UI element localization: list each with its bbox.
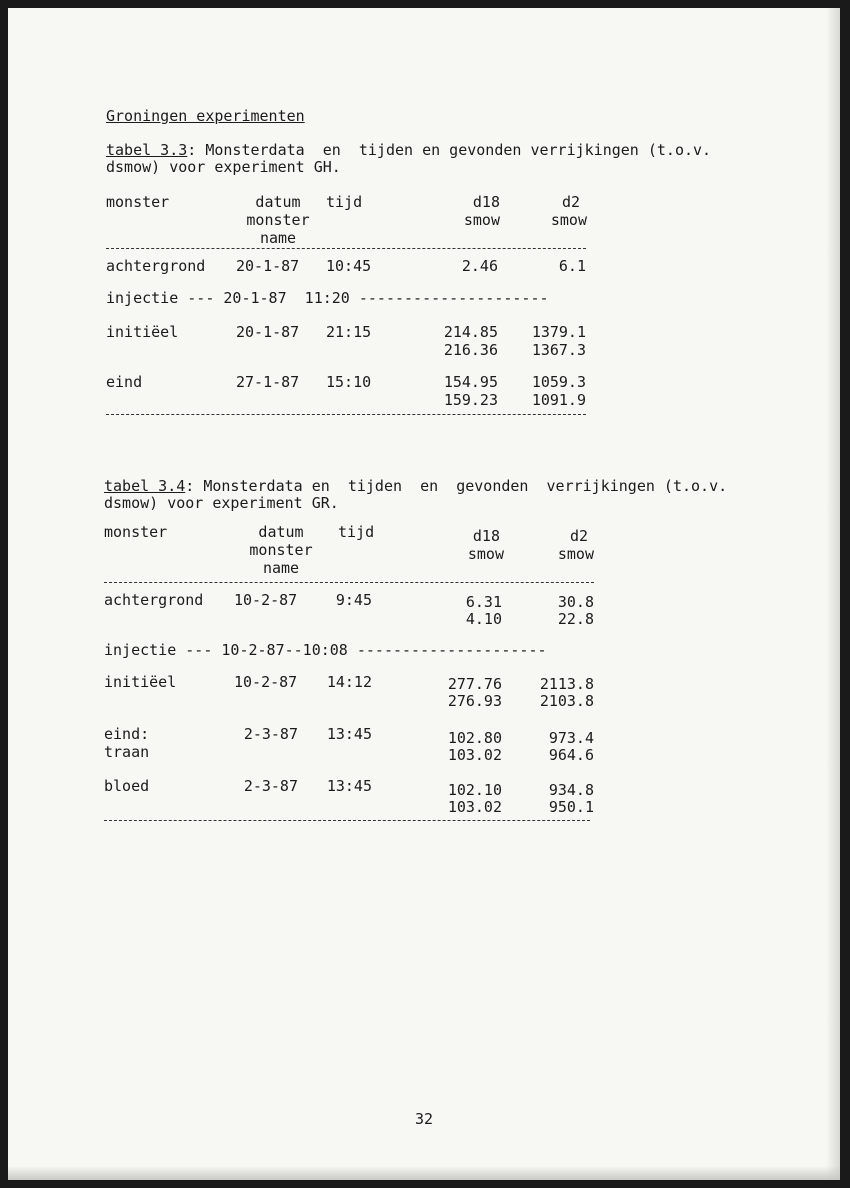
table-3-3-caption-ref: tabel 3.3 <box>106 141 188 159</box>
table-row: initiëel <box>106 323 179 341</box>
table-3-3-caption-text: : Monsterdata en tijden en gevonden verrijkingen (t.o.v. <box>187 141 712 159</box>
table-cell-d18: 2.46 <box>461 257 498 275</box>
table-row: achtergrond <box>106 257 206 275</box>
table-cell-d18: 214.85 <box>443 323 498 341</box>
table-3-4-header-datum: datum <box>258 523 304 541</box>
table-cell-tijd: 15:10 <box>326 373 372 391</box>
table-3-4-caption <box>104 478 727 495</box>
table-3-3-rule-top <box>106 248 586 249</box>
table-cell-datum: 20-1-87 <box>236 323 300 341</box>
table-3-4-caption-text: : Monsterdata en tijden en gevonden verrijkingen (t.o.v. <box>185 477 728 495</box>
table-cell-d18: 154.95 <box>443 373 498 391</box>
table-cell-d18: 276.93 <box>447 692 502 710</box>
table-3-4-header-d18-smow: smow <box>467 545 504 563</box>
table-cell-d2: 950.1 <box>548 798 594 816</box>
table-3-3-rule-bottom <box>106 414 586 415</box>
table-3-3-header-datum-name: name <box>259 229 297 247</box>
table-cell-d2: 30.8 <box>557 593 594 611</box>
table-3-4-header-d2: d2 <box>569 527 588 545</box>
table-cell-d18: 277.76 <box>447 675 502 693</box>
table-cell-datum: 10-2-87 <box>234 591 298 609</box>
table-3-3-header-d2-smow: smow <box>550 211 587 229</box>
table-3-4-header-monster: monster <box>104 523 168 541</box>
table-cell-d2: 1379.1 <box>531 323 586 341</box>
table-row: achtergrond <box>104 591 204 609</box>
table-row: eind <box>106 373 143 391</box>
table-cell-d18: 102.10 <box>447 781 502 799</box>
table-cell-d18: 6.31 <box>465 593 502 611</box>
table-cell-tijd: 21:15 <box>326 323 372 341</box>
table-cell-d18: 216.36 <box>443 341 498 359</box>
table-cell-d2: 2113.8 <box>539 675 594 693</box>
table-3-3-header-d2: d2 <box>561 193 580 211</box>
table-cell-d2: 973.4 <box>548 729 594 747</box>
table-row: bloed <box>104 777 150 795</box>
table-cell-tijd: 13:45 <box>326 725 372 743</box>
page-edge-shadow <box>826 8 840 1180</box>
section-title: Groningen experimenten <box>106 107 305 125</box>
table-cell-tijd: 14:12 <box>326 673 372 691</box>
table-cell-tijd: 10:45 <box>326 257 372 275</box>
table-cell-d2: 1091.9 <box>531 391 586 409</box>
table-3-3-header-datum: datum <box>255 193 301 211</box>
table-row: initiëel <box>104 673 177 691</box>
table-cell-d18: 102.80 <box>447 729 502 747</box>
table-3-4-header-d2-smow: smow <box>557 545 594 563</box>
page-bottom-shadow <box>8 1166 840 1180</box>
table-cell-datum: 2-3-87 <box>243 777 298 795</box>
table-cell-monster-sub: traan <box>104 743 150 761</box>
table-3-4-injectie-line: injectie --- 10-2-87--10:08 --------------------- <box>104 641 547 659</box>
table-cell-d2: 964.6 <box>548 746 594 764</box>
document-page <box>8 8 840 1180</box>
table-cell-tijd: 9:45 <box>335 591 372 609</box>
table-3-3-header-d18-smow: smow <box>463 211 500 229</box>
table-cell-d2: 6.1 <box>558 257 586 275</box>
table-3-4-header-d18: d18 <box>472 527 500 545</box>
table-3-4-rule-bottom <box>104 820 590 821</box>
table-3-3-injectie-line: injectie --- 20-1-87 11:20 --------------------- <box>106 289 549 307</box>
table-cell-d2: 1367.3 <box>531 341 586 359</box>
table-3-3-header-tijd: tijd <box>326 193 363 211</box>
table-3-4-rule-top <box>104 582 594 583</box>
table-cell-d18: 159.23 <box>443 391 498 409</box>
table-3-3-caption <box>106 142 711 159</box>
table-cell-d2: 1059.3 <box>531 373 586 391</box>
table-cell-d18: 103.02 <box>447 746 502 764</box>
table-cell-datum: 2-3-87 <box>243 725 298 743</box>
table-3-3-caption-line2: dsmow) voor experiment GH. <box>106 158 341 176</box>
table-cell-d2: 22.8 <box>557 610 594 628</box>
table-3-3-header-d18: d18 <box>472 193 500 211</box>
page-number: 32 <box>414 1110 434 1128</box>
table-cell-datum: 20-1-87 <box>236 257 300 275</box>
table-3-4-caption-ref: tabel 3.4 <box>104 477 186 495</box>
table-cell-d2: 2103.8 <box>539 692 594 710</box>
table-cell-d2: 934.8 <box>548 781 594 799</box>
table-3-3-header-monster: monster <box>106 193 170 211</box>
table-3-4-header-tijd: tijd <box>338 523 375 541</box>
table-3-4-caption-line2: dsmow) voor experiment GR. <box>104 494 339 512</box>
table-cell-tijd: 13:45 <box>326 777 372 795</box>
table-3-4-header-datum-monster: monster <box>249 541 313 559</box>
table-3-4-header-datum-name: name <box>262 559 300 577</box>
table-cell-datum: 27-1-87 <box>236 373 300 391</box>
table-cell-d18: 4.10 <box>465 610 502 628</box>
table-cell-datum: 10-2-87 <box>234 673 298 691</box>
table-row: eind: <box>104 725 150 743</box>
table-3-3-header-datum-monster: monster <box>246 211 310 229</box>
table-cell-d18: 103.02 <box>447 798 502 816</box>
